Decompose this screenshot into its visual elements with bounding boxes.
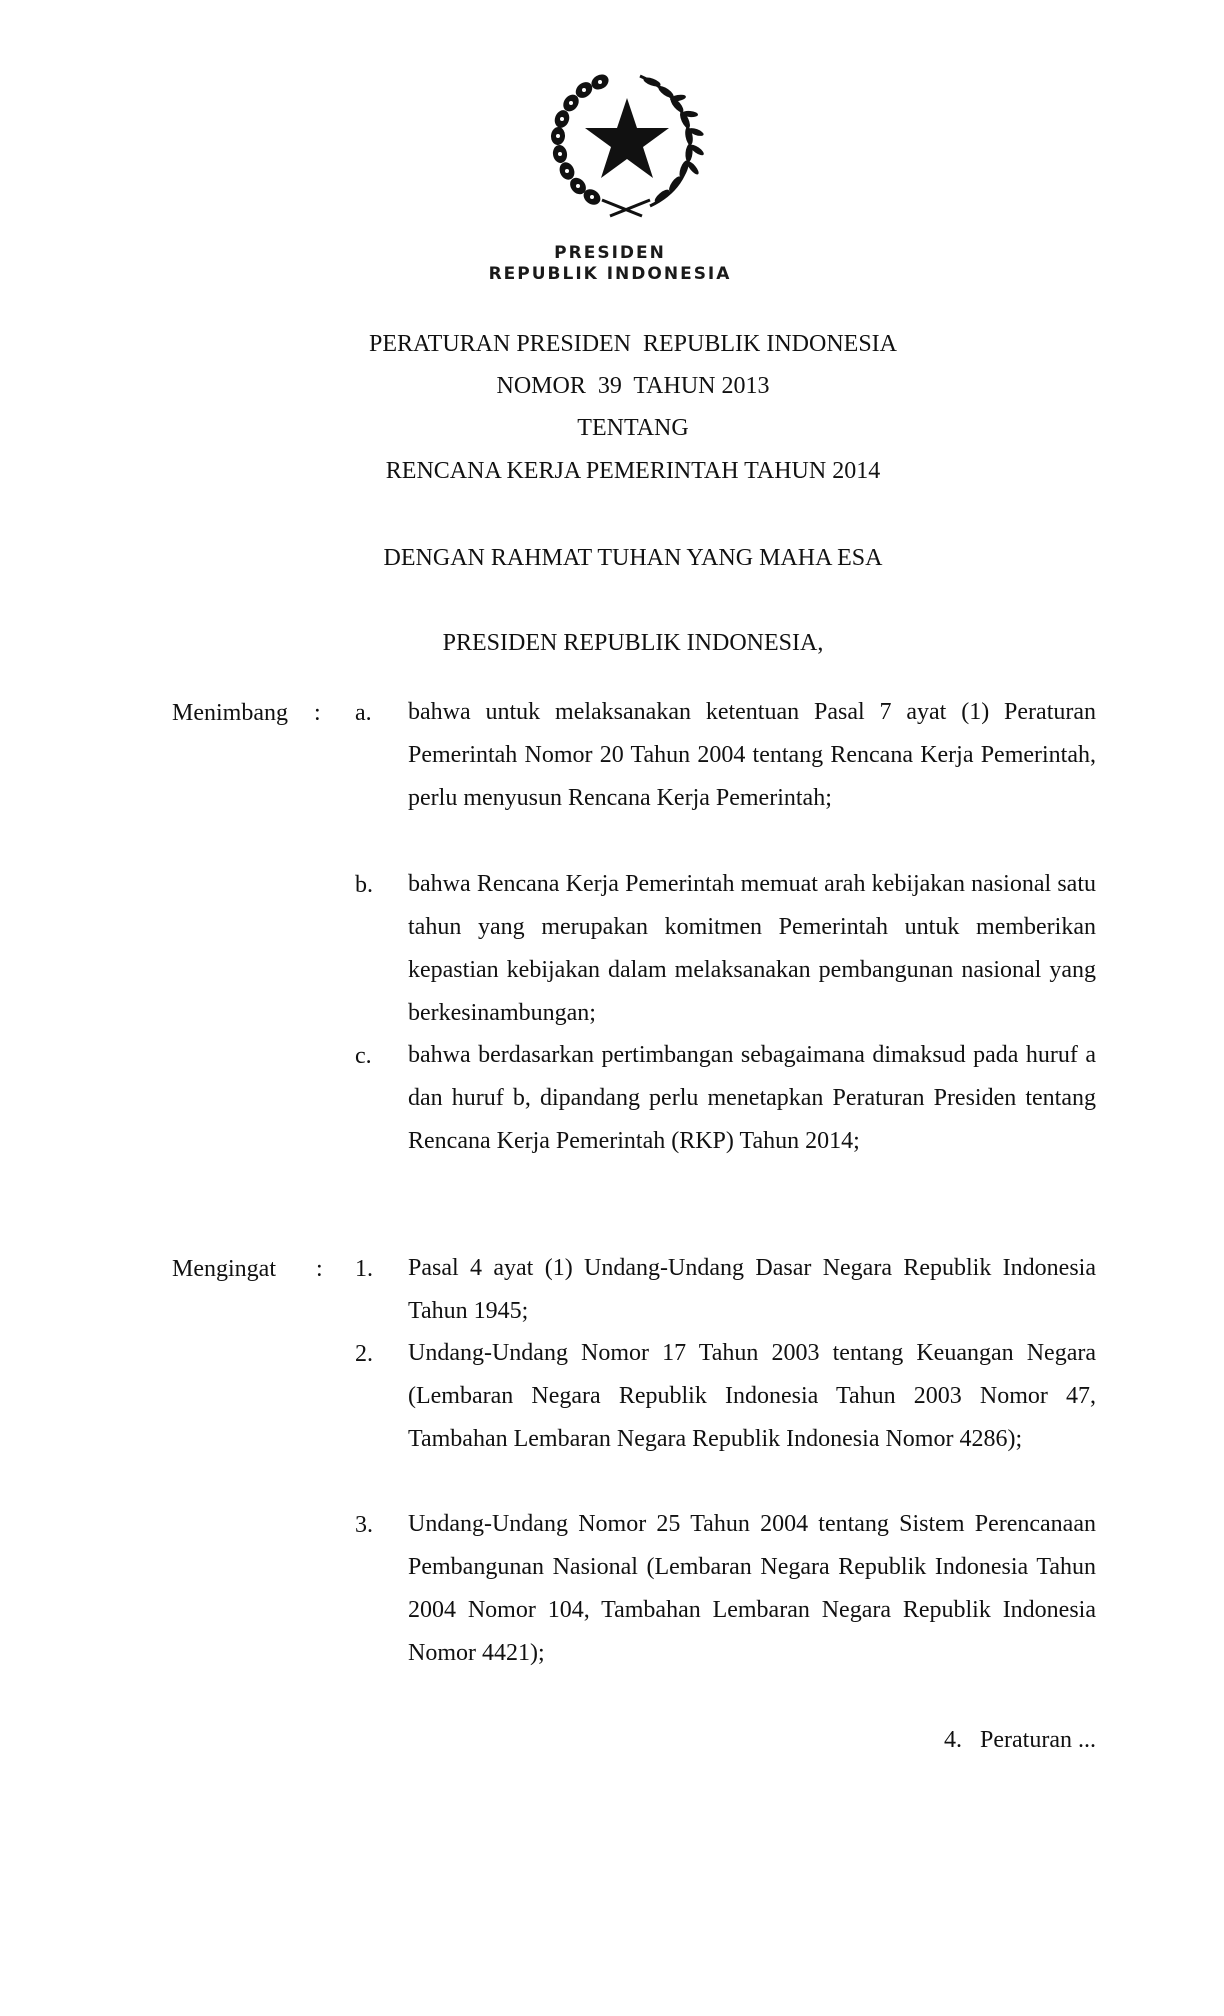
menimbang-marker-a: a. (355, 700, 372, 726)
menimbang-marker-c: c. (355, 1043, 372, 1069)
mengingat-label: Mengingat (172, 1256, 276, 1282)
mengingat-item-3 (408, 1503, 1096, 1675)
menimbang-label: Menimbang (172, 700, 288, 726)
mengingat-text-2: Undang-Undang Nomor 17 Tahun 2003 tentang Keuangan Negara (Lembaran Negara Republik Indonesia Tahun 2003 Nomor 47, Tambahan Lembaran Negara Republik Indonesia Nomor 4286); (408, 1340, 1096, 1452)
menimbang-item-b (408, 863, 1096, 1035)
menimbang-text-b: bahwa Rencana Kerja Pemerintah memuat arah kebijakan nasional satu tahun yang merupakan komitmen Pemerintah untuk memberikan kepastian kebijakan dalam melaksanakan pembangunan nasional yang berkesinambungan; (408, 871, 1096, 1026)
menimbang-marker-b: b. (355, 872, 373, 898)
menimbang-colon: : (314, 700, 321, 726)
menimbang-item-c (408, 1034, 1096, 1163)
regulation-subject: RENCANA KERJA PEMERINTAH TAHUN 2014 (385, 458, 881, 484)
mengingat-text-1: Pasal 4 ayat (1) Undang-Undang Dasar Negara Republik Indonesia Tahun 1945; (408, 1255, 1096, 1324)
continuation-text: Peraturan ... (980, 1727, 1096, 1753)
mengingat-item-2 (408, 1332, 1096, 1461)
menimbang-text-c: bahwa berdasarkan pertimbangan sebagaimana dimaksud pada huruf a dan huruf b, dipandang perlu menetapkan Peraturan Presiden tentang Rencana Kerja Pemerintah (RKP) Tahun 2014; (408, 1042, 1096, 1154)
continuation-marker: 4. (944, 1727, 963, 1753)
regulation-about-label: TENTANG (577, 415, 689, 441)
menimbang-item-a (408, 691, 1096, 820)
letterhead-line1: PRESIDEN (554, 243, 666, 263)
page-continuation (944, 1727, 1096, 1754)
invocation: DENGAN RAHMAT TUHAN YANG MAHA ESA (383, 545, 883, 571)
mengingat-item-1 (408, 1247, 1096, 1333)
mengingat-text-3: Undang-Undang Nomor 25 Tahun 2004 tentang Sistem Perencanaan Pembangunan Nasional (Lembaran Negara Republik Indonesia Tahun 2004 Nomor 104, Tambahan Lembaran Negara Republik Indonesia Nomor 4421); (408, 1511, 1096, 1666)
mengingat-marker-2: 2. (355, 1341, 373, 1367)
mengingat-colon: : (316, 1256, 323, 1282)
letterhead-line2: REPUBLIK INDONESIA (488, 264, 732, 284)
mengingat-marker-1: 1. (355, 1256, 373, 1282)
mengingat-marker-3: 3. (355, 1512, 373, 1538)
issuer: PRESIDEN REPUBLIK INDONESIA, (442, 630, 824, 656)
regulation-title: PERATURAN PRESIDEN REPUBLIK INDONESIA (368, 331, 898, 357)
regulation-number: NOMOR 39 TAHUN 2013 (496, 373, 770, 399)
presidential-emblem-icon (540, 68, 715, 223)
menimbang-text-a: bahwa untuk melaksanakan ketentuan Pasal 7 ayat (1) Peraturan Pemerintah Nomor 20 Tahun 2004 tentang Rencana Kerja Pemerintah, perlu menyusun Rencana Kerja Pemerintah; (408, 699, 1096, 811)
